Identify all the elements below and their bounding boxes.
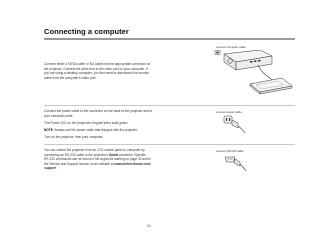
text-line: You can control the projector from an LCD control panel or computer by <box>44 148 145 152</box>
note-label: NOTE <box>44 127 53 132</box>
text-line: cable from the computer's video port. <box>44 75 97 80</box>
section-divider <box>44 144 295 145</box>
text-line: your electrical outlet. <box>44 113 74 118</box>
section-connect-cable <box>44 62 150 80</box>
rs232-connector-icon <box>225 157 246 171</box>
note-text: : Always use the power cable that shipped with the projector. <box>52 127 139 132</box>
text-line: the projector. Connect the other end to the video port on your computer. If <box>44 66 148 71</box>
text-line <box>44 166 151 171</box>
text-line: Connect either a VESA cable or M1 cable into the appropriate connector on <box>44 62 151 66</box>
website-link[interactable]: www.infocusframe.com/ <box>114 161 151 166</box>
text-line: RS-232 commands can be found in the Appendix starting on page 30 and in <box>44 157 152 162</box>
note-line <box>44 128 152 133</box>
text-line: Turn on the projector, then your computer. <box>44 134 104 139</box>
laptop-icon <box>250 78 292 94</box>
text-fragment: connector. Specific <box>117 152 146 157</box>
text-line: Connect the power cable to the connector on the back of the projector and to <box>44 109 153 113</box>
text-fragment: . <box>55 166 57 171</box>
rs232-connector-illustration <box>222 154 248 174</box>
section-divider <box>44 105 295 106</box>
text-line: you are using a desktop computer, you first need to disconnect the monitor <box>44 71 150 76</box>
section-connect-power <box>44 109 152 139</box>
figure-label-vesa: connect computer cable <box>216 45 246 49</box>
page-title: Connecting a computer <box>44 27 129 36</box>
text-line <box>44 162 151 167</box>
power-connector-icon <box>224 116 245 133</box>
cable-icon <box>258 65 272 80</box>
power-connector-illustration <box>222 114 248 136</box>
serial-word: Serial <box>109 152 118 157</box>
figure-label-rs232: connect RS-232 cable <box>216 149 244 153</box>
text-line: The Power LED on the projector's keypad turns solid green. <box>44 120 129 125</box>
vesa-connector-pins-icon <box>216 52 219 54</box>
projector-icon <box>224 50 272 70</box>
figure-label-power: connect power cable <box>216 110 242 114</box>
section-rs232 <box>44 148 151 171</box>
text-fragment: connecting an RS-232 cable to the projector's <box>44 152 110 157</box>
text-fragment: the Service and Support section of our website at <box>44 161 115 166</box>
computer-connection-illustration <box>212 50 294 102</box>
page-number: 14 <box>147 224 151 228</box>
title-divider <box>44 38 295 40</box>
website-link-tail[interactable]: support <box>44 166 56 171</box>
